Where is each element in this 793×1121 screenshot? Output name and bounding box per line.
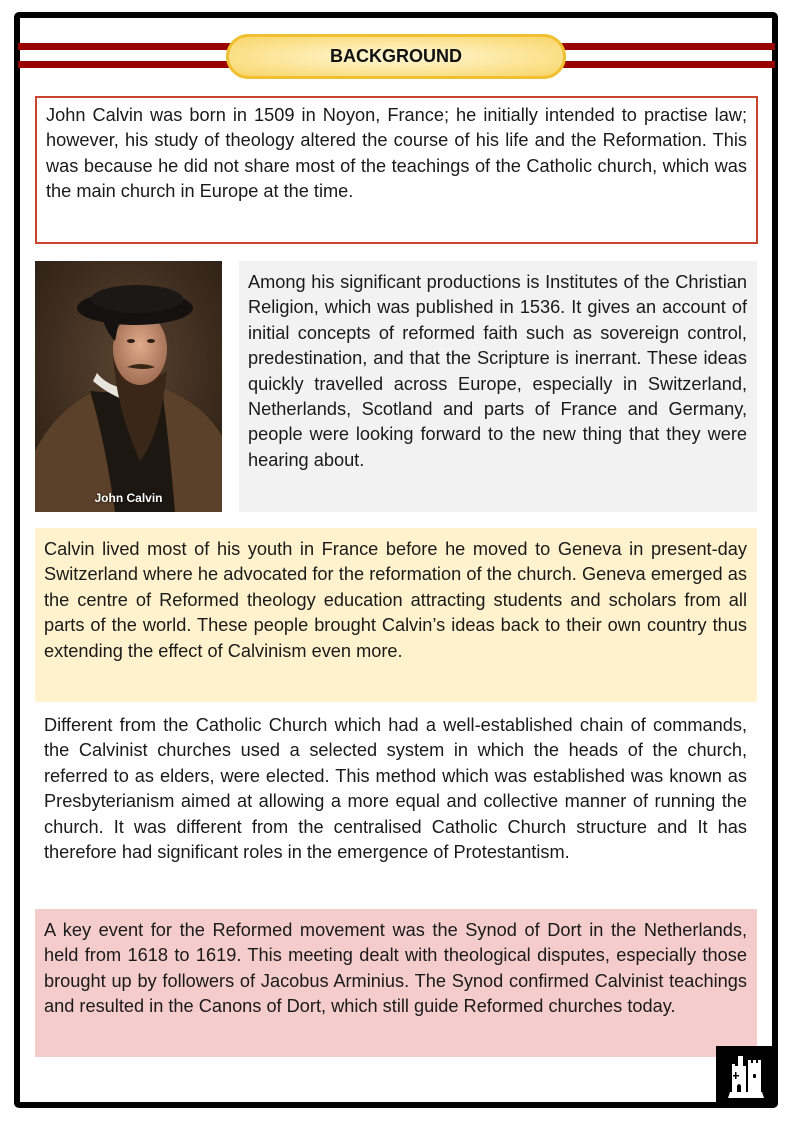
portrait-caption: John Calvin — [94, 491, 163, 505]
portrait-image — [35, 261, 222, 512]
intro-text: John Calvin was born in 1509 in Noyon, France; he initially intended to practise law; however, his study of theology altered the course of his life and the Reformation. This was because he did not share most of the teachings of the Catholic church, which was the main church in Europe at the time. — [46, 105, 747, 202]
geneva-text: Calvin lived most of his youth in France before he moved to Geneva in present-day Switzerland where he advocated for the reformation of the church. Geneva emerged as the centre of Reformed theology education attracting students and scholars from all parts of the world. These people brought Calvin’s ideas back to their own country thus extending the effect of Calvinism even more. — [44, 539, 747, 661]
presbyterianism-section — [35, 713, 757, 865]
section-title-banner — [226, 34, 566, 79]
section-title: BACKGROUND — [330, 46, 462, 66]
synod-box — [35, 909, 757, 1057]
presbyterianism-text: Different from the Catholic Church which had a well-established chain of commands, the Calvinist churches used a selected system in which the heads of the church, referred to as elders, were elected. This method which was established was known as Presbyterianism aimed at allowing a more equal and collective manner of running the church. It was different from the centralised Catholic Church structure and It has therefore had significant roles in the emergence of Protestantism. — [44, 715, 747, 863]
synod-text: A key event for the Reformed movement was the Synod of Dort in the Netherlands, held from 1618 to 1619. This meeting dealt with theological disputes, especially those brought up by followers of Jacobus Arminius. The Synod confirmed Calvinist teachings and resulted in the Canons of Dort, which still guide Reformed churches today. — [44, 920, 747, 1017]
footer-badge — [716, 1046, 778, 1108]
intro-box — [35, 96, 758, 244]
institutes-box — [239, 261, 757, 512]
portrait-painting-icon — [35, 261, 222, 512]
institutes-text: Among his significant productions is Institutes of the Christian Religion, which was published in 1536. It gives an account of initial concepts of reformed faith such as sovereign control, predestination, and that the Scripture is inerrant. These ideas quickly travelled across Europe, especially in Switzerland, Netherlands, Scotland and parts of France and Germany, people were looking forward to the new thing that they were hearing about. — [248, 272, 747, 470]
geneva-box — [35, 528, 757, 702]
castle-icon — [728, 1054, 764, 1098]
